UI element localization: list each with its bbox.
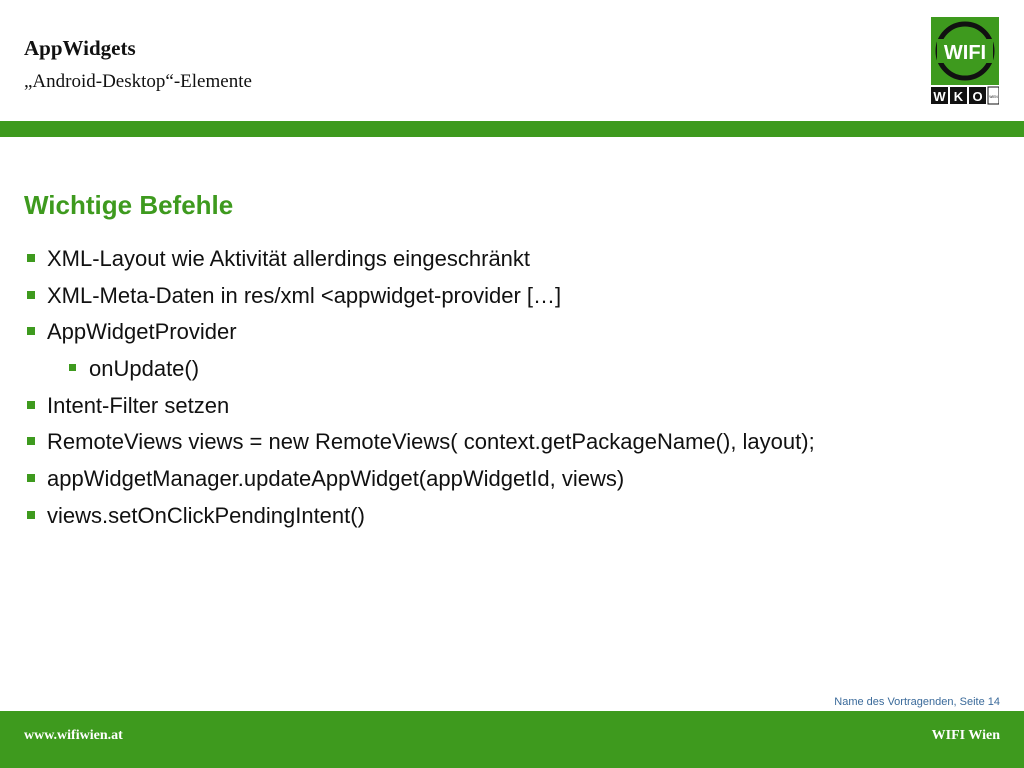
bullet-marker-icon — [27, 254, 35, 262]
list-item-text: XML-Meta-Daten in res/xml <appwidget-provider […] — [47, 282, 562, 308]
list-item — [24, 464, 815, 501]
logo-letter: O — [972, 89, 983, 104]
wifi-logo-icon — [931, 17, 999, 105]
header-divider-bar — [0, 121, 1024, 137]
bullet-marker-icon — [27, 437, 35, 445]
list-item — [24, 391, 815, 428]
list-item-text: appWidgetManager.updateAppWidget(appWidgetId, views) — [47, 466, 625, 492]
logo-letter: K — [953, 89, 964, 104]
list-item — [24, 427, 815, 464]
bullet-marker-icon — [27, 474, 35, 482]
list-item-text: RemoteViews views = new RemoteViews( context.getPackageName(), layout); — [47, 429, 815, 455]
list-item — [24, 501, 815, 538]
section-heading: Wichtige Befehle — [24, 190, 234, 220]
logo-main-text: WIFI — [943, 42, 987, 64]
list-item-text: onUpdate() — [89, 356, 200, 382]
list-item-text: Intent-Filter setzen — [47, 392, 230, 418]
list-item-text: views.setOnClickPendingIntent() — [47, 502, 365, 528]
slide-title: AppWidgets — [24, 36, 136, 60]
list-item — [24, 317, 815, 354]
footer-org: WIFI Wien — [931, 728, 1000, 743]
sub-list-item — [24, 354, 815, 391]
bullet-marker-icon — [27, 291, 35, 299]
bullet-list — [24, 244, 815, 538]
list-item — [24, 244, 815, 281]
footer-website: www.wifiwien.at — [24, 728, 123, 743]
list-item — [24, 281, 815, 318]
bullet-marker-icon — [27, 327, 35, 335]
presenter-page-note: Name des Vortragenden, Seite 14 — [834, 696, 1000, 708]
logo-sub-text: WIEN — [989, 95, 998, 99]
list-item-text: AppWidgetProvider — [47, 319, 237, 345]
footer-bar — [0, 711, 1024, 768]
slide-subtitle: „Android-Desktop“-Elemente — [24, 71, 252, 92]
bullet-marker-icon — [27, 401, 35, 409]
logo-letter: W — [933, 89, 946, 104]
bullet-marker-icon — [69, 364, 76, 371]
bullet-marker-icon — [27, 511, 35, 519]
list-item-text: XML-Layout wie Aktivität allerdings eingeschränkt — [47, 246, 531, 271]
